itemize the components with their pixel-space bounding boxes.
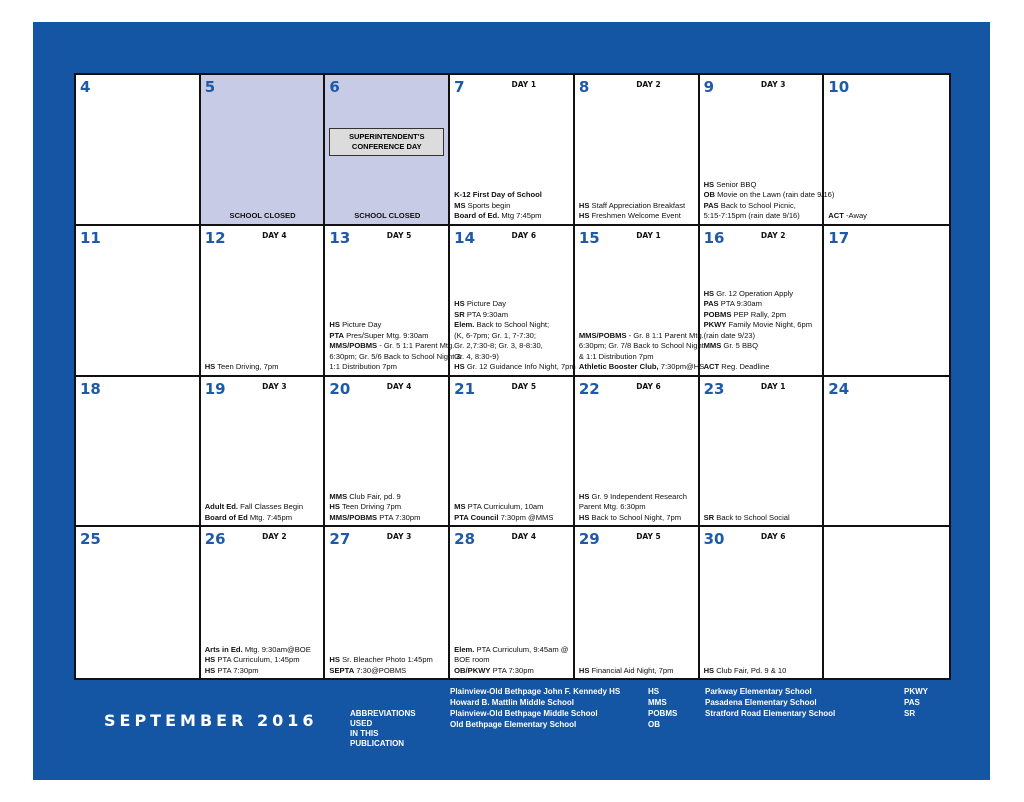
event-org: PTA Council — [454, 512, 499, 522]
event-item — [454, 211, 570, 222]
event-text: Picture Day — [466, 299, 507, 308]
day-number: 27 — [329, 530, 351, 549]
school-list-right — [705, 686, 835, 719]
event-item — [329, 655, 445, 666]
event-item — [454, 341, 570, 352]
rotation-day-label: DAY 1 — [636, 230, 661, 240]
event-org: MMS — [703, 341, 722, 350]
calendar-day-cell — [201, 527, 326, 678]
event-text: (rain date 9/23) — [703, 330, 756, 340]
school-codes-right — [904, 686, 928, 719]
event-item — [329, 320, 445, 331]
event-text: 6:30pm; Gr. 5/6 Back to School Night & — [329, 351, 462, 361]
rotation-day-label: DAY 5 — [636, 532, 661, 542]
event-list — [703, 179, 835, 222]
event-item — [454, 320, 570, 331]
day-number: 19 — [204, 379, 226, 398]
event-item — [454, 310, 570, 321]
school-name: Stratford Road Elementary School — [705, 709, 836, 718]
event-item — [454, 201, 570, 212]
event-item — [704, 201, 820, 212]
event-list — [704, 666, 820, 677]
event-org: Arts in Ed. — [204, 644, 243, 654]
event-org: HS — [204, 665, 216, 675]
event-item — [578, 341, 704, 352]
event-org: MMS/POBMS — [578, 330, 627, 340]
event-text: Gr. 12 Guidance Info Night, 7pm — [466, 362, 576, 371]
school-name: Old Bethpage Elementary School — [450, 720, 577, 729]
event-item — [454, 655, 570, 666]
event-list — [205, 362, 321, 373]
event-item — [704, 362, 820, 373]
event-text: PTA 7:30pm — [217, 665, 259, 675]
event-org: HS — [329, 320, 340, 329]
event-org: PKWY — [703, 320, 727, 329]
event-org: MS — [454, 200, 466, 210]
event-list — [578, 330, 705, 373]
event-org: HS — [329, 502, 340, 512]
event-list — [579, 666, 695, 677]
day-number: 25 — [80, 530, 101, 549]
event-text: -Away — [846, 211, 867, 221]
day-number: 17 — [828, 228, 850, 247]
day-number: 8 — [578, 78, 590, 96]
school-code: PKWY — [904, 687, 928, 696]
event-item — [205, 655, 321, 666]
calendar-day-cell — [201, 226, 326, 377]
event-item — [454, 645, 570, 656]
event-org: SR — [703, 512, 715, 522]
event-item — [579, 492, 695, 503]
event-list — [704, 289, 820, 373]
event-org: HS — [703, 288, 715, 298]
day-number: 7 — [454, 78, 465, 96]
event-org: SR — [454, 309, 465, 319]
school-code: OB — [648, 720, 660, 729]
day-number: 16 — [703, 228, 725, 247]
event-item — [704, 320, 820, 331]
event-text: Sports begin — [467, 200, 511, 210]
event-item — [828, 211, 946, 222]
day-number: 10 — [828, 78, 850, 96]
event-org: POBMS — [703, 309, 732, 319]
calendar-day-cell — [76, 75, 201, 226]
event-text: Gr. 12 Operation Apply — [716, 288, 794, 298]
calendar-day-cell — [325, 75, 450, 226]
day-number: 18 — [80, 379, 101, 398]
event-list — [329, 211, 445, 222]
abbreviations-label-line-1: ABBREVIATIONS USED — [350, 709, 416, 728]
event-item — [703, 190, 835, 201]
rotation-day-label: DAY 5 — [386, 230, 412, 240]
event-org: Elem. — [454, 320, 475, 329]
event-text: Gr. 4, 8:30-9) — [454, 351, 499, 361]
calendar-day-cell — [325, 377, 450, 528]
event-item — [205, 502, 321, 513]
day-number: 22 — [578, 379, 600, 398]
event-list — [329, 320, 462, 373]
event-org: HS — [578, 512, 590, 522]
event-text: PTA 9:30am — [720, 299, 762, 308]
event-text: Mtg. 9:30am@BOE — [244, 644, 311, 654]
calendar-day-cell — [824, 226, 949, 377]
event-text: - Gr. 5 1:1 Parent Mtg. — [379, 341, 455, 350]
school-name: Parkway Elementary School — [705, 687, 812, 696]
event-text: (K, 6-7pm; Gr. 1, 7-7:30; — [454, 330, 537, 340]
event-text: Gr. 2,7:30-8; Gr. 3, 8-8:30, — [454, 341, 543, 350]
event-item — [329, 492, 445, 503]
event-item — [579, 502, 695, 513]
event-text: Club Fair, Pd. 9 & 10 — [716, 665, 787, 675]
calendar-day-cell — [76, 226, 201, 377]
rotation-day-label: DAY 4 — [262, 230, 287, 240]
rotation-day-label: DAY 2 — [636, 80, 661, 89]
event-org: MMS/POBMS — [329, 341, 378, 350]
event-org: Board of Ed — [204, 512, 248, 522]
event-org: K-12 First Day of School — [454, 190, 542, 200]
event-text: PEP Rally, 2pm — [733, 309, 787, 319]
event-org: Athletic Booster Club, — [578, 362, 659, 371]
event-item — [704, 666, 820, 677]
event-item — [329, 351, 462, 363]
school-name: Plainview-Old Bethpage John F. Kennedy HS — [450, 687, 621, 696]
calendar-day-cell — [700, 377, 825, 528]
event-text: Picture Day — [342, 320, 382, 329]
event-item — [205, 513, 321, 524]
event-text: PTA 9:30am — [466, 309, 509, 319]
event-item — [205, 666, 321, 677]
rotation-day-label: DAY 1 — [760, 381, 786, 391]
rotation-day-label: DAY 4 — [386, 381, 412, 391]
event-text: Back to School Night, 7pm — [591, 512, 682, 522]
calendar-day-cell — [700, 75, 835, 226]
event-text: 7:30pm @MMS — [500, 512, 554, 522]
event-list — [205, 502, 321, 523]
school-name: Pasadena Elementary School — [705, 698, 817, 707]
event-org: HS — [578, 200, 590, 210]
day-number: 15 — [578, 228, 600, 247]
calendar-day-cell — [824, 527, 949, 678]
rotation-day-label: DAY 3 — [262, 381, 287, 391]
event-org: PAS — [703, 200, 719, 210]
calendar-day-cell — [700, 527, 825, 678]
event-list — [454, 502, 570, 523]
event-org: ACT — [703, 362, 720, 371]
event-org: HS — [204, 362, 216, 371]
event-org: OB — [703, 190, 715, 200]
event-org: HS — [703, 665, 715, 675]
event-item — [454, 513, 570, 524]
event-item — [578, 362, 705, 373]
calendar-day-cell — [575, 75, 700, 226]
event-text: PTA 7:30pm — [379, 512, 421, 522]
event-text: Gr. 9 Independent Research — [591, 491, 687, 501]
event-item — [704, 299, 820, 310]
event-item — [579, 201, 695, 212]
event-text: Teen Driving 7pm — [341, 502, 402, 512]
school-code: PAS — [904, 698, 920, 707]
event-text: Sr. Bleacher Photo 1:45pm — [342, 655, 433, 664]
event-list — [454, 190, 570, 222]
event-text: Family Movie Night, 6pm — [728, 320, 813, 329]
rotation-day-label: DAY 1 — [511, 80, 537, 89]
event-text: Movie on the Lawn (rain date 9/16) — [717, 190, 835, 200]
event-org: MS — [454, 502, 466, 512]
event-list — [579, 201, 695, 222]
event-list — [704, 513, 820, 524]
event-item — [454, 331, 570, 342]
day-number: 9 — [703, 78, 714, 96]
event-org: HS — [578, 665, 590, 675]
event-item — [454, 190, 570, 201]
event-text: Fall Classes Begin — [240, 502, 304, 512]
event-text: Mtg 7:45pm — [501, 211, 542, 221]
event-text: 1:1 Distribution 7pm — [329, 362, 397, 371]
day-number: 11 — [80, 228, 101, 247]
event-text: PTA Curriculum, 10am — [467, 502, 544, 512]
day-number: 28 — [454, 530, 476, 549]
event-item — [329, 331, 445, 342]
event-item — [454, 362, 576, 373]
day-number: 29 — [578, 530, 600, 549]
calendar-day-cell — [824, 377, 949, 528]
event-text: Parent Mtg. 6:30pm — [578, 502, 646, 512]
calendar-day-cell — [575, 226, 705, 377]
event-list — [205, 211, 321, 222]
event-item — [579, 513, 695, 524]
event-item — [329, 362, 445, 373]
event-org: OB/PKWY — [454, 665, 491, 675]
event-text: PTA 7:30pm — [492, 665, 534, 675]
day-number: 13 — [329, 228, 351, 247]
conference-day-box — [329, 128, 444, 156]
conference-day-text: SUPERINTENDENT'S — [349, 132, 425, 141]
event-list — [579, 492, 695, 524]
day-number: 26 — [204, 530, 226, 549]
event-org: HS — [578, 211, 590, 221]
event-org: Adult Ed. — [204, 502, 239, 512]
event-item — [205, 645, 321, 656]
month-title: SEPTEMBER 2016 — [104, 711, 318, 730]
calendar-day-cell — [76, 377, 201, 528]
school-code: POBMS — [648, 709, 678, 718]
event-item — [579, 211, 695, 222]
school-code: SR — [904, 709, 916, 718]
event-text: Financial Aid Night, 7pm — [591, 665, 674, 675]
day-number: 21 — [454, 379, 476, 398]
school-list-left — [450, 686, 620, 730]
event-text: Senior BBQ — [716, 179, 757, 189]
event-item — [704, 211, 820, 222]
event-item — [454, 299, 570, 310]
event-item — [704, 289, 820, 300]
event-item — [704, 310, 820, 321]
day-number: 23 — [703, 379, 725, 398]
calendar-day-cell — [450, 377, 575, 528]
rotation-day-label: DAY 5 — [511, 381, 537, 391]
school-name: Plainview-Old Bethpage Middle School — [450, 709, 598, 718]
day-number: 6 — [329, 78, 340, 96]
event-item — [454, 666, 570, 677]
event-text: Back to School Picnic, — [720, 200, 796, 210]
rotation-day-label: DAY 6 — [636, 381, 661, 391]
day-number: 24 — [828, 379, 850, 398]
event-org: PTA — [329, 330, 345, 340]
event-item — [704, 513, 820, 524]
event-text: Pres/Super Mtg. 9:30am — [346, 330, 429, 340]
event-item — [329, 502, 445, 513]
calendar-day-cell — [450, 226, 575, 377]
event-org: HS — [204, 655, 216, 664]
conference-day-text: CONFERENCE DAY — [351, 142, 422, 151]
event-org: Elem. — [454, 644, 475, 654]
event-list — [828, 211, 946, 222]
event-org: HS — [329, 655, 340, 664]
rotation-day-label: DAY 6 — [760, 532, 786, 542]
event-list — [454, 645, 570, 677]
calendar-day-cell — [76, 527, 201, 678]
event-text: Mtg. 7:45pm — [249, 512, 293, 522]
event-org: MMS — [329, 491, 348, 501]
event-item — [329, 666, 445, 677]
event-item — [704, 352, 820, 363]
calendar-day-cell — [824, 75, 949, 226]
event-text: PTA Curriculum, 9:45am @ — [476, 644, 569, 654]
event-item — [704, 180, 820, 191]
event-list — [454, 299, 576, 373]
event-org: HS — [578, 491, 590, 501]
rotation-day-label: DAY 3 — [386, 532, 412, 542]
event-text: PTA Curriculum, 1:45pm — [217, 655, 300, 664]
rotation-day-label: DAY 4 — [511, 532, 537, 542]
event-text: Gr. 5 BBQ — [723, 341, 759, 350]
event-text: 5:15-7:15pm (rain date 9/16) — [703, 211, 800, 221]
event-item — [579, 666, 695, 677]
event-org: SEPTA — [329, 665, 355, 675]
rotation-day-label: DAY 2 — [262, 532, 287, 542]
event-org: HS — [454, 299, 465, 308]
rotation-day-label: DAY 6 — [511, 230, 537, 240]
event-text: & 1:1 Distribution 7pm — [578, 351, 654, 361]
calendar-day-cell — [201, 75, 326, 226]
event-org: HS — [703, 179, 715, 189]
event-text: Back to School Social — [716, 512, 790, 522]
calendar-day-cell — [575, 377, 700, 528]
day-number: 12 — [204, 228, 226, 247]
event-org: PAS — [703, 299, 719, 308]
calendar-day-cell — [325, 527, 450, 678]
school-codes-left — [648, 686, 677, 730]
school-closed-label: SCHOOL CLOSED — [354, 211, 421, 221]
school-code: HS — [648, 687, 660, 696]
abbreviations-label-line-2: IN THIS PUBLICATION — [350, 729, 405, 748]
event-item — [454, 502, 570, 513]
day-number: 5 — [204, 78, 216, 96]
event-text: Freshmen Welcome Event — [591, 211, 681, 221]
event-text: 7:30@POBMS — [356, 665, 407, 675]
event-org: MMS/POBMS — [329, 512, 378, 522]
day-number: 30 — [703, 530, 725, 549]
day-number: 4 — [80, 78, 91, 96]
event-text: Club Fair, pd. 9 — [349, 491, 401, 501]
calendar-day-cell — [450, 75, 575, 226]
event-item — [579, 352, 695, 363]
event-item — [329, 341, 455, 352]
abbreviations-label — [350, 709, 430, 749]
event-text: 6:30pm; Gr. 7/8 Back to School Night — [578, 341, 704, 350]
day-number: 20 — [329, 379, 351, 398]
calendar-day-cell — [575, 527, 700, 678]
event-item — [704, 341, 820, 352]
event-text: - Gr. 8 1:1 Parent Mtg. — [628, 330, 704, 340]
event-org: Board of Ed. — [454, 211, 500, 221]
event-item — [704, 331, 820, 342]
event-text: Staff Appreciation Breakfast — [591, 200, 686, 210]
event-text: BOE room — [454, 655, 490, 664]
event-org: HS — [454, 362, 465, 371]
rotation-day-label: DAY 3 — [760, 80, 786, 89]
event-text: Back to School Night; — [476, 320, 550, 329]
event-text: 7:30pm@HS — [660, 362, 705, 371]
event-text: Reg. Deadline — [721, 362, 770, 371]
event-item — [205, 362, 321, 373]
event-item — [578, 330, 704, 342]
event-list — [329, 655, 445, 676]
event-list — [329, 492, 445, 524]
school-closed-label: SCHOOL CLOSED — [229, 211, 296, 221]
event-list — [205, 645, 321, 677]
day-number: 14 — [454, 228, 476, 247]
event-text: Teen Driving, 7pm — [217, 362, 279, 371]
school-name: Howard B. Mattlin Middle School — [450, 698, 574, 707]
event-item — [454, 352, 570, 363]
calendar-day-cell — [201, 377, 326, 528]
calendar-day-cell — [450, 527, 575, 678]
calendar-day-cell — [700, 226, 825, 377]
school-code: MMS — [648, 698, 667, 707]
event-item — [329, 513, 445, 524]
event-org: ACT — [828, 211, 844, 221]
calendar-grid — [74, 73, 951, 680]
rotation-day-label: DAY 2 — [760, 230, 786, 240]
